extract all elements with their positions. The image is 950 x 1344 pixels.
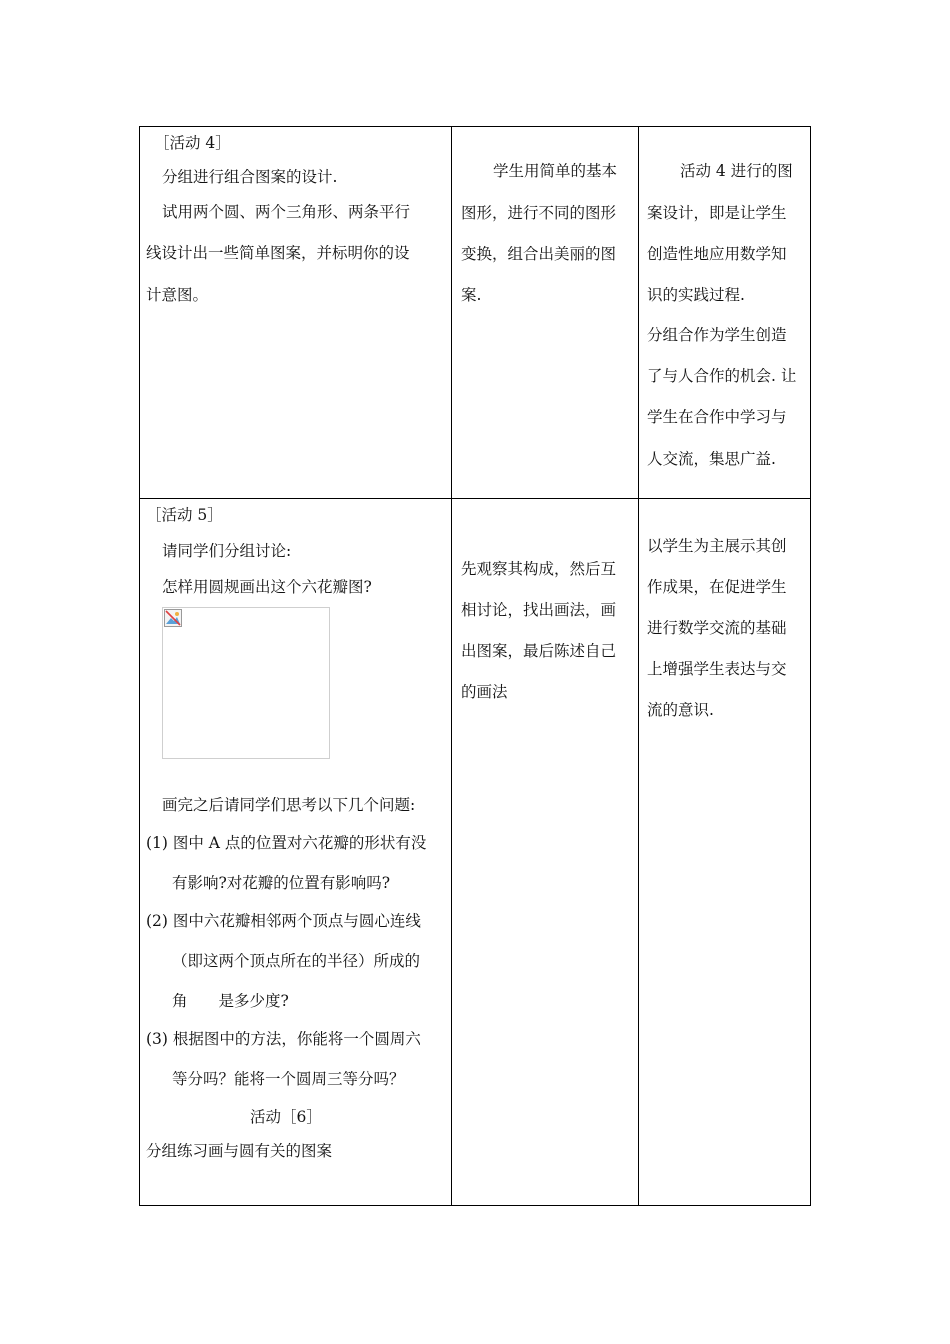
- activity6-desc: 分组练习画与圆有关的图案: [146, 1142, 333, 1160]
- activity4-line-4: 计意图。: [146, 286, 209, 304]
- student-line-1: 学生用简单的基本: [493, 162, 618, 180]
- intent2-line-1: 以学生为主展示其创: [647, 537, 787, 555]
- question3-line-1: (3) 根据图中的方法，你能将一个圆周六: [146, 1030, 421, 1048]
- student2-line-4: 的画法: [461, 683, 508, 701]
- intent-line-5: 分组合作为学生创造: [647, 326, 787, 344]
- student-line-4: 案.: [461, 286, 482, 304]
- activity5-intro-2: 怎样用圆规画出这个六花瓣图?: [162, 578, 372, 596]
- activity4-line-2: 试用两个圆、两个三角形、两条平行: [162, 203, 411, 221]
- row1-intent-cell: [638, 127, 810, 498]
- student2-line-1: 先观察其构成，然后互: [461, 560, 617, 578]
- intent2-line-2: 作成果，在促进学生: [647, 578, 787, 596]
- intent2-line-3: 进行数学交流的基础: [647, 619, 787, 637]
- row2-student-cell: [451, 499, 638, 1205]
- activity4-heading: ［活动 4］: [154, 134, 231, 152]
- questions-intro: 画完之后请同学们思考以下几个问题:: [162, 796, 416, 814]
- intent-line-7: 学生在合作中学习与: [647, 408, 787, 426]
- intent2-line-4: 上增强学生表达与交: [647, 660, 787, 678]
- row1-activity-cell: [140, 127, 451, 498]
- activity4-line-3: 线设计出一些简单图案，并标明你的设: [146, 244, 410, 262]
- row2-intent-cell: [638, 499, 810, 1205]
- question3-line-2: 等分吗？能将一个圆周三等分吗？: [172, 1070, 405, 1088]
- broken-image-icon: [164, 609, 182, 627]
- row2-activity-cell: [140, 499, 451, 1205]
- activity4-line-1: 分组进行组合图案的设计.: [162, 168, 338, 186]
- row1-student-cell: [451, 127, 638, 498]
- student2-line-2: 相讨论，找出画法，画: [461, 601, 617, 619]
- student-line-3: 变换，组合出美丽的图: [461, 245, 617, 263]
- intent-line-4: 识的实践过程.: [647, 286, 745, 304]
- six-petal-figure-placeholder: [162, 607, 330, 759]
- question2-line-3: 角 是多少度?: [172, 992, 289, 1010]
- intent2-line-5: 流的意识.: [647, 701, 714, 719]
- intent-line-1: 活动 4 进行的图: [680, 162, 793, 180]
- student2-line-3: 出图案，最后陈述自己: [461, 642, 617, 660]
- question1-line-2: 有影响?对花瓣的位置有影响吗?: [172, 874, 391, 892]
- question2-line-1: (2) 图中六花瓣相邻两个顶点与圆心连线: [146, 912, 421, 930]
- lesson-table: [139, 126, 811, 1206]
- intent-line-2: 案设计，即是让学生: [647, 204, 787, 222]
- activity5-intro-1: 请同学们分组讨论:: [162, 542, 292, 560]
- activity5-heading: ［活动 5］: [146, 506, 223, 524]
- student-line-2: 图形，进行不同的图形: [461, 204, 617, 222]
- intent-line-8: 人交流，集思广益.: [647, 450, 776, 468]
- question1-line-1: (1) 图中 A 点的位置对六花瓣的形状有没: [146, 834, 427, 852]
- intent-line-3: 创造性地应用数学知: [647, 245, 787, 263]
- question2-line-2: （即这两个顶点所在的半径）所成的: [172, 952, 421, 970]
- intent-line-6: 了与人合作的机会. 让: [647, 367, 797, 385]
- activity6-heading: 活动［6］: [250, 1108, 322, 1126]
